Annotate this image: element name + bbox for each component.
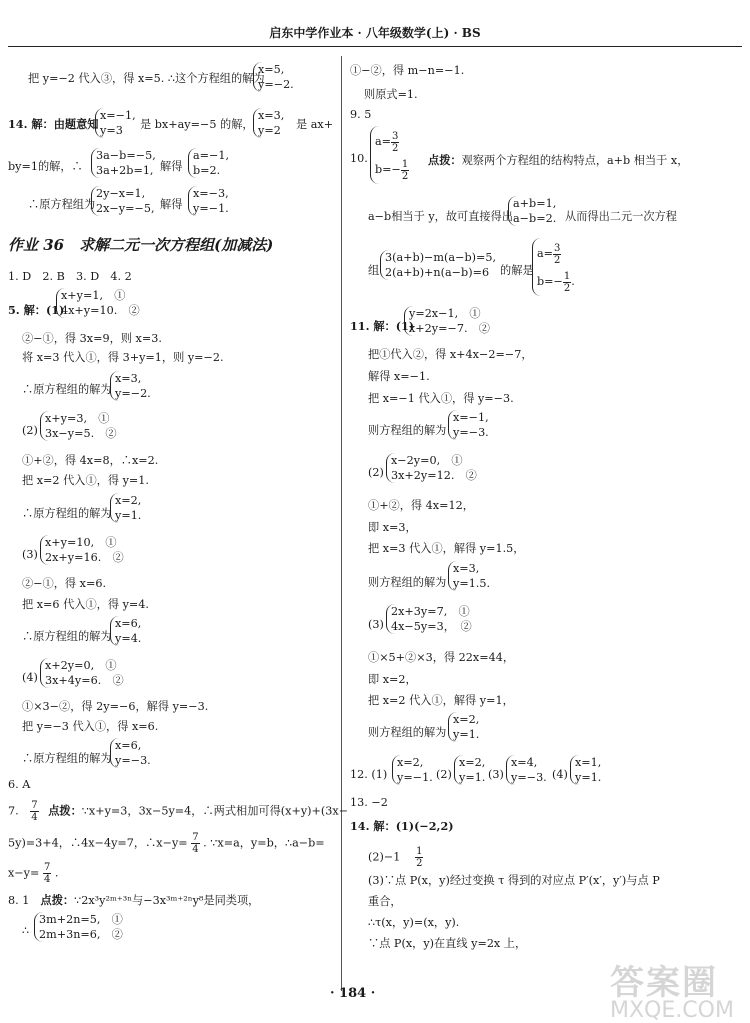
text-line: 解得	[160, 198, 183, 211]
equation-system: x=3, y=2	[253, 108, 284, 138]
text-line: (2)−1 $\frac{1}{2}$	[368, 846, 423, 869]
equation-system: x=4, y=−3.	[506, 755, 547, 785]
text-line: 1. D 2. B 3. D 4. 2	[8, 270, 132, 283]
section-title: 作业 36 求解二元一次方程组(加减法)	[8, 236, 274, 254]
equation-system: 3a−b=−5, 3a+2b=1,	[91, 148, 156, 178]
text-line: 将 x=3 代入①，得 3+y=1，则 y=−2.	[22, 351, 224, 364]
text-line: 把 x=3 代入①，解得 y=1.5，	[368, 542, 525, 555]
text-line: 则方程组的解为	[368, 424, 447, 437]
equation-system: a= $\frac{3}{2}$ b=− $\frac{1}{2}$ .	[532, 238, 575, 296]
equation-system: 2y−x=1, 2x−y=−5,	[91, 186, 155, 216]
text-line: ①−②，得 m−n=−1.	[350, 64, 465, 77]
text-line: 6. A	[8, 778, 31, 791]
equation-system: x=6, y=−3.	[110, 738, 151, 768]
text-line: a−b相当于 y，故可直接得出	[368, 210, 513, 223]
text-line: 点拨：观察两个方程组的结构特点，a+b 相当于 x，	[428, 153, 689, 167]
column-divider	[341, 56, 342, 991]
text-line: ∴原方程组为	[28, 198, 96, 211]
text-line: 解得 x=−1.	[368, 370, 430, 383]
text-line: ∴	[22, 924, 30, 937]
equation-system: x+2y=0, ① 3x+4y=6. ②	[40, 658, 124, 688]
equation-system: x+y=1, ① 4x+y=10. ②	[56, 288, 140, 318]
equation-system: x=2, y=1.	[454, 755, 485, 785]
equation-system: x=3, y=1.5.	[448, 561, 490, 591]
text-line: 则方程组的解为	[368, 576, 447, 589]
text-line: 把 y=−3 代入①，得 x=6.	[22, 720, 159, 733]
text-line: ①×5+②×3，得 22x=44，	[368, 651, 515, 664]
equation-system: x−2y=0, ① 3x+2y=12. ②	[386, 453, 477, 483]
equation-system: a= $\frac{3}{2}$ b=− $\frac{1}{2}$	[370, 126, 409, 184]
page-header: 启东中学作业本 · 八年级数学(上) · BS	[269, 26, 481, 40]
text-line: ∴原方程组的解为	[22, 383, 112, 396]
equation-system: x=6, y=4.	[110, 616, 141, 646]
text-line: ∴τ(x，y)=(x，y).	[368, 916, 460, 929]
watermark-logo: 答案圈 MXQE.COM	[610, 963, 734, 1023]
text-line: 把 x=2 代入①，解得 y=1，	[368, 694, 514, 707]
header-rule	[8, 46, 742, 47]
text-line: ②−①，得 3x=9，则 x=3.	[22, 332, 162, 345]
equation-system: x=2, y=1.	[110, 493, 141, 523]
text-line: (3)∵点 P(x，y)经过变换 τ 得到的对应点 P′(x′，y′)与点 P	[368, 874, 660, 887]
text-line: (2)	[22, 424, 38, 437]
text-line: (2)	[436, 768, 452, 781]
equation-system: 2x+3y=7, ① 4x−5y=3， ②	[386, 604, 472, 634]
text-line: 13. −2	[350, 796, 388, 809]
equation-system: x=5, y=−2.	[253, 62, 294, 92]
problem-11-label: 11. 解：(1)	[350, 319, 415, 333]
text-line: 9. 5	[350, 108, 372, 121]
text-line: 组	[368, 264, 380, 277]
equation-system: y=2x−1, ① x+2y=−7. ②	[404, 306, 490, 336]
text-line: ∴原方程组的解为	[22, 507, 112, 520]
equation-system: x+y=3, ① 3x−y=5. ②	[40, 411, 117, 441]
text-line: 重合，	[368, 895, 402, 908]
text-line: 把①代入②，得 x+4x−2=−7，	[368, 348, 533, 361]
text-line: (2)	[368, 466, 384, 479]
text-line: ①+②，得 4x=12，	[368, 499, 474, 512]
equation-system: a=−1, b=2.	[188, 148, 229, 178]
text-line: (3)	[22, 548, 38, 561]
equation-system: x=1, y=1.	[570, 755, 601, 785]
text-line: 是 ax+	[296, 118, 334, 131]
text-line: (3)	[368, 618, 384, 631]
text-line: 把 x=2 代入①，得 y=1.	[22, 474, 149, 487]
text-line: 10.	[350, 152, 368, 165]
text-line: 解得	[160, 160, 183, 173]
text-line: 则原式=1.	[364, 88, 418, 101]
text-line: ∴原方程组的解为	[22, 630, 112, 643]
text-line: 是 bx+ay=−5 的解，	[140, 118, 254, 131]
text-line: (3)	[488, 768, 504, 781]
problem-8-line: 8. 1 点拨：∵2x³y²ᵐ⁺³ⁿ与−3x³ᵐ⁺²ⁿy⁸是同类项，	[8, 893, 260, 907]
problem-5-label: 5. 解：(1)	[8, 303, 65, 317]
text-line: by=1的解，∴	[8, 160, 83, 173]
problem-7-line: 5y)=3+4，∴4x−4y=7，∴x−y= $\frac{7}{4}$ . ∵x=a，y=b，∴a−b=	[8, 832, 325, 855]
text-line: 把 y=−2 代入③，得 x=5. ∴这个方程组的解为	[28, 72, 265, 85]
text-line: (4)	[552, 768, 568, 781]
equation-system: x=2, y=1.	[448, 712, 479, 742]
problem-7-line: x−y= $\frac{7}{4}$ .	[8, 862, 59, 885]
text-line: ②−①，得 x=6.	[22, 577, 107, 590]
text-line: 从而得出二元一次方程	[565, 210, 677, 223]
problem-14-label: 14. 解：(1)(−2,2)	[350, 819, 454, 833]
equation-system: x=2, y=−1.	[392, 755, 433, 785]
text-line: 把 x=6 代入①，得 y=4.	[22, 598, 149, 611]
page-number: · 184 ·	[330, 986, 376, 1001]
equation-system: x=−1, y=−3.	[448, 410, 489, 440]
equation-system: 3(a+b)−m(a−b)=5, 2(a+b)+n(a−b)=6	[380, 250, 496, 280]
text-line: 则方程组的解为	[368, 726, 447, 739]
text-line: 即 x=2，	[368, 673, 417, 686]
text-line: 12. (1)	[350, 768, 388, 781]
text-line: ①+②，得 4x=8，∴x=2.	[22, 454, 159, 467]
equation-system: 3m+2n=5, ① 2m+3n=6, ②	[34, 912, 123, 942]
problem-7-line: 7. $\frac{7}{4}$ 点拨：∵x+y=3，3x−5y=4，∴两式相加可得(x+y)+(3x−	[8, 800, 349, 823]
text-line: 把 x=−1 代入①，得 y=−3.	[368, 392, 514, 405]
equation-system: x=−1, y=3	[95, 108, 136, 138]
text-line: ∴原方程组的解为	[22, 752, 112, 765]
text-line: (4)	[22, 671, 38, 684]
text-line: ∵点 P(x，y)在直线 y=2x 上，	[368, 937, 527, 950]
equation-system: a+b=1, a−b=2.	[508, 196, 556, 226]
text-line: 即 x=3，	[368, 521, 417, 534]
equation-system: x=−3, y=−1.	[188, 186, 229, 216]
problem-14-label: 14. 解：由题意知	[8, 117, 99, 131]
equation-system: x=3, y=−2.	[110, 371, 151, 401]
text-line: 的解是	[500, 264, 534, 277]
equation-system: x+y=10, ① 2x+y=16. ②	[40, 535, 124, 565]
text-line: ①×3−②，得 2y=−6，解得 y=−3.	[22, 700, 209, 713]
